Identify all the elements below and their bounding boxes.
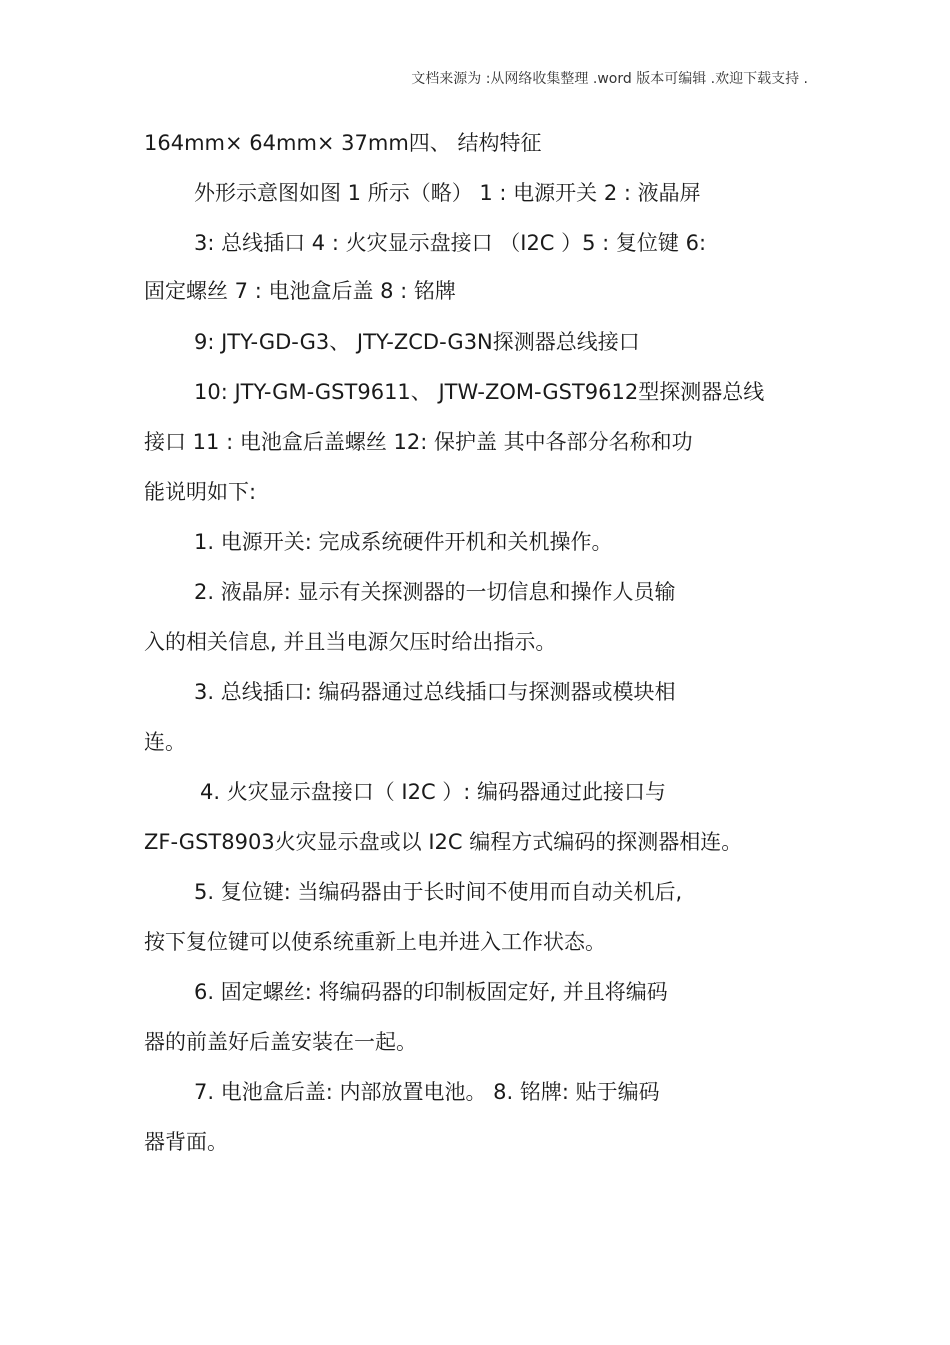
body-line-parts-list: 10: JTY-GM-GST9611、 JTW-ZOM-GST9612型探测器总线 <box>194 380 765 404</box>
body-line-item-3-cont: 连。 <box>144 730 186 754</box>
body-line-item-7-8: 7. 电池盒后盖: 内部放置电池。 8. 铭牌: 贴于编码 <box>194 1080 660 1104</box>
body-line-parts-list: 9: JTY-GD-G3、 JTY-ZCD-G3N探测器总线接口 <box>194 330 640 354</box>
body-line-item-8-cont: 器背面。 <box>144 1130 228 1154</box>
body-line-item-3: 3. 总线插口: 编码器通过总线插口与探测器或模块相 <box>194 680 676 704</box>
body-line-item-4-cont: ZF-GST8903火灾显示盘或以 I2C 编程方式编码的探测器相连。 <box>144 830 743 854</box>
page-header-source-note: 文档来源为 :从网络收集整理 .word 版本可编辑 .欢迎下载支持 . <box>411 71 808 87</box>
body-line-parts-list: 接口 11 : 电池盒后盖螺丝 12: 保护盖 其中各部分名称和功 <box>144 430 693 454</box>
body-line-item-5: 5. 复位键: 当编码器由于长时间不使用而自动关机后, <box>194 880 683 904</box>
body-line-figure-intro: 外形示意图如图 1 所示（略） 1 : 电源开关 2 : 液晶屏 <box>194 181 701 205</box>
body-line-parts-list: 固定螺丝 7 : 电池盒后盖 8 : 铭牌 <box>144 279 456 303</box>
body-line-item-2-cont: 入的相关信息, 并且当电源欠压时给出指示。 <box>144 630 557 654</box>
body-line-parts-list: 能说明如下: <box>144 480 257 504</box>
body-line-dimensions-heading: 164mm× 64mm× 37mm四、 结构特征 <box>144 131 542 155</box>
body-line-parts-list: 3: 总线插口 4 : 火灾显示盘接口 （I2C ）5 : 复位键 6: <box>194 231 707 255</box>
body-line-item-2: 2. 液晶屏: 显示有关探测器的一切信息和操作人员输 <box>194 580 676 604</box>
body-line-item-6: 6. 固定螺丝: 将编码器的印制板固定好, 并且将编码 <box>194 980 668 1004</box>
body-line-item-6-cont: 器的前盖好后盖安装在一起。 <box>144 1030 417 1054</box>
body-line-item-5-cont: 按下复位键可以使系统重新上电并进入工作状态。 <box>144 930 606 954</box>
body-line-item-1: 1. 电源开关: 完成系统硬件开机和关机操作。 <box>194 530 613 554</box>
body-line-item-4: 4. 火灾显示盘接口（ I2C ）: 编码器通过此接口与 <box>200 780 667 804</box>
